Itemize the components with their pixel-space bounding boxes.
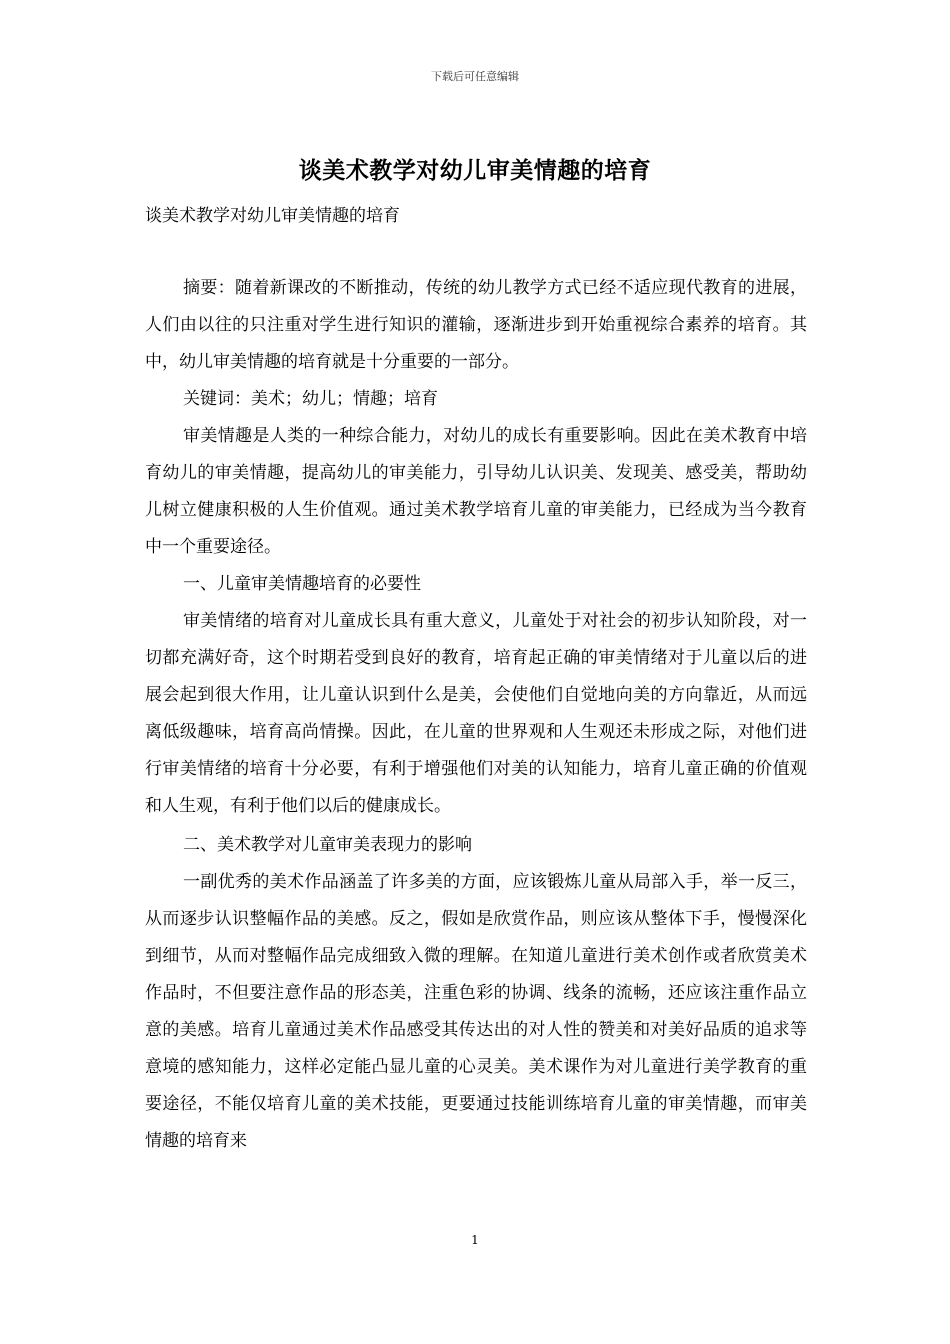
section-1-paragraph: 审美情绪的培育对儿童成长具有重大意义，儿童处于对社会的初步认知阶段，对一切都充满好奇，这个时期若受到良好的教育，培育起正确的审美情绪对于儿童以后的进展会起到很大作用，让儿童认识到什么是美，会使他们自觉地向美的方向靠近，从而远离低级趣味，培育高尚情操。因此，在儿童的世界观和人生观还未形成之际，对他们进行审美情绪的培育十分必要，有利于增强他们对美的认知能力，培育儿童正确的价值观和人生观，有利于他们以后的健康成长。	[145, 611, 807, 816]
document-title: 谈美术教学对幼儿审美情趣的培育	[298, 157, 652, 184]
document-subtitle: 谈美术教学对幼儿审美情趣的培育	[145, 206, 400, 226]
keywords-paragraph: 关键词：美术；幼儿；情趣；培育	[183, 389, 438, 409]
intro-paragraph: 审美情趣是人类的一种综合能力，对幼儿的成长有重要影响。因此在美术教育中培育幼儿的审美情趣，提高幼儿的审美能力，引导幼儿认识美、发现美、感受美，帮助幼儿树立健康积极的人生价值观。通过美术教学培育儿童的审美能力，已经成为当今教育中一个重要途径。	[145, 426, 807, 557]
section-2-heading: 二、美术教学对儿童审美表现力的影响	[183, 835, 472, 855]
section-2-paragraph: 一副优秀的美术作品涵盖了许多美的方面，应该锻炼儿童从局部入手，举一反三，从而逐步认识整幅作品的美感。反之，假如是欣赏作品，则应该从整体下手，慢慢深化到细节，从而对整幅作品完成细致入微的理解。在知道儿童进行美术创作或者欣赏美术作品时，不但要注意作品的形态美，注重色彩的协调、线条的流畅，还应该注重作品立意的美感。培育儿童通过美术作品感受其传达出的对人性的赞美和对美好品质的追求等意境的感知能力，这样必定能凸显儿童的心灵美。美术课作为对儿童进行美学教育的重要途径，不能仅培育儿童的美术技能，更要通过技能训练培育儿童的审美情趣，而审美情趣的培育来	[145, 872, 807, 1151]
abstract-paragraph: 摘要：随着新课改的不断推动，传统的幼儿教学方式已经不适应现代教育的进展，人们由以往的只注重对学生进行知识的灌输，逐渐进步到开始重视综合素养的培育。其中，幼儿审美情趣的培育就是十分重要的一部分。	[145, 278, 807, 372]
page-number: 1	[471, 1233, 479, 1247]
header-note: 下载后可任意编辑	[431, 70, 519, 83]
section-1-heading: 一、儿童审美情趣培育的必要性	[183, 574, 421, 594]
document-body	[145, 270, 807, 1160]
